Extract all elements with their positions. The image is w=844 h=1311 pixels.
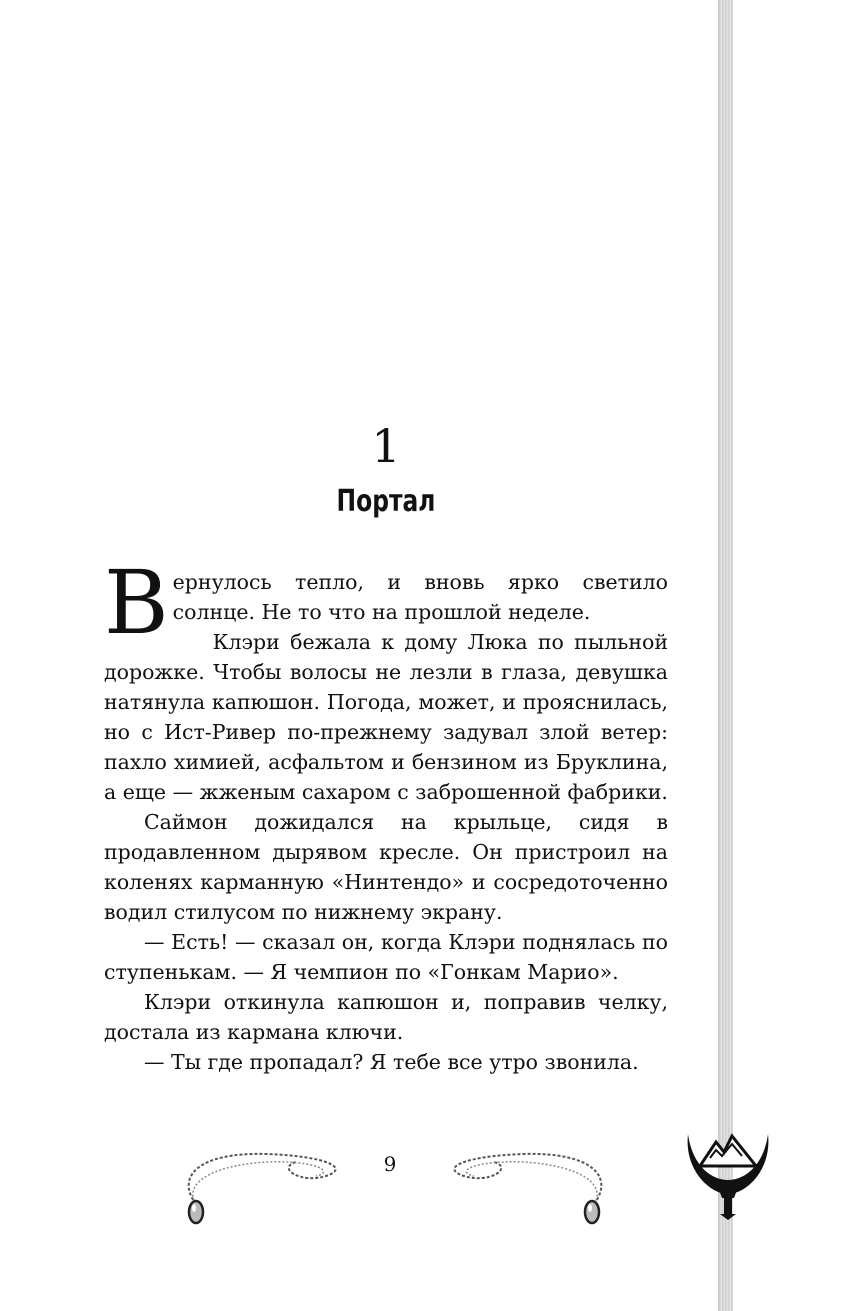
paragraph-6: — Ты где пропадал? Я тебе все утро звонила.	[144, 1050, 639, 1074]
paragraph-5: Клэри откинула капюшон и, поправив челку, достала из кармана ключи.	[104, 990, 668, 1044]
drop-cap: В	[104, 551, 169, 654]
paragraph-3: Саймон дожидался на крыльце, сидя в продавленном дырявом кресле. Он пристроил на коленях карманную «Нинтендо» и сосредоточенно водил стилусом по нижнему экрану.	[104, 810, 668, 924]
pendant-necklace-icon	[176, 1148, 362, 1228]
paragraph-1	[104, 551, 668, 654]
body-text	[104, 551, 668, 1077]
paragraph-2: Клэри бежала к дому Люка по пыльной дорожке. Чтобы волосы не лезли в глаза, девушка натянула капюшон. Погода, может, и прояснилась, но с Ист-Ривер по-прежнему задувал злой ветер: пахло химией, асфальтом и бензином из Бруклина, а еще — жженым сахаром с заброшенной фабрики.	[104, 630, 668, 804]
crescent-mountain-emblem-icon	[680, 1120, 776, 1220]
paragraph-4: — Есть! — сказал он, когда Клэри поднялась по ступенькам. — Я чемпион по «Гонкам Марио».	[104, 930, 668, 984]
page-number: 9	[383, 1152, 397, 1176]
pendant-necklace-icon	[428, 1148, 614, 1228]
chapter-number: 1	[371, 419, 401, 473]
chapter-title: Портал	[336, 484, 436, 519]
paragraph-1-text: ернулось тепло, и вновь ярко светило солнце. Не то что на прошлой неделе.	[172, 570, 668, 624]
page-edge	[718, 0, 733, 1311]
